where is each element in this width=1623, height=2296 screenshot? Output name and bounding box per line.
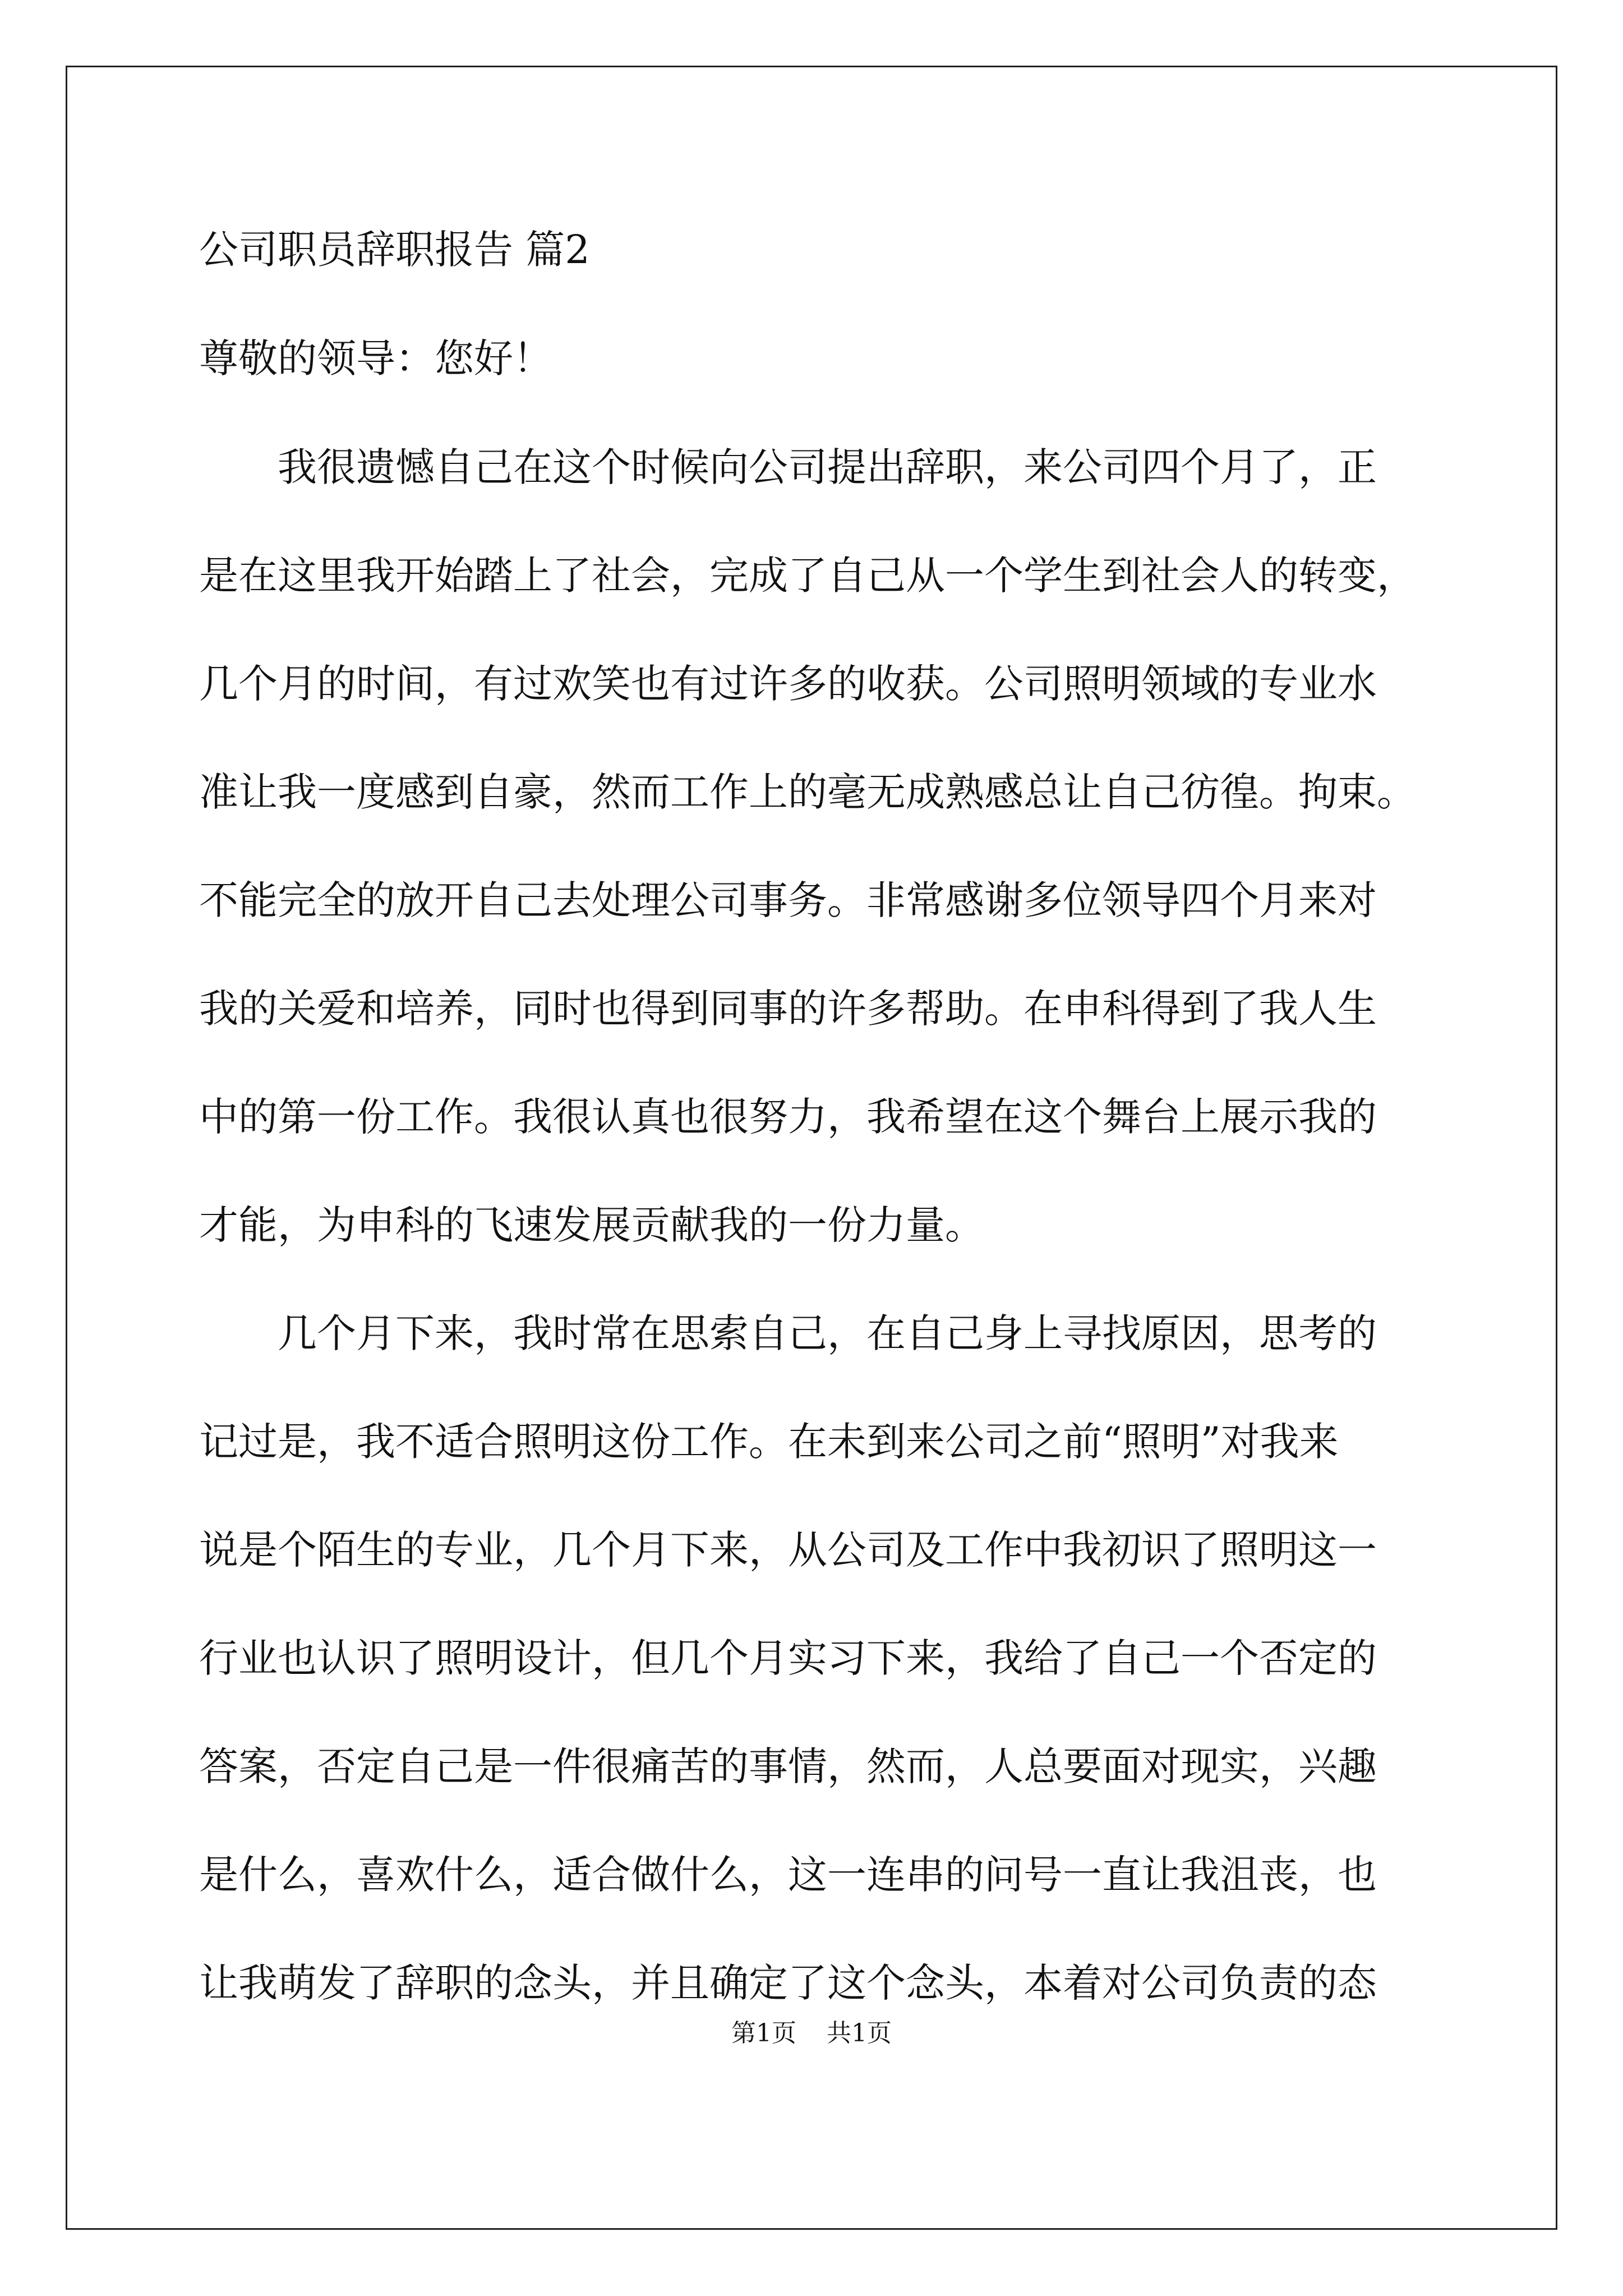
text-line: 几个月下来，我时常在思索自己，在自己身上寻找原因，思考的 [278,1310,1377,1356]
text-line: 才能，为申科的飞速发展贡献我的一份力量。 [199,1202,984,1248]
text-line: 我很遗憾自己在这个时候向公司提出辞职，来公司四个月了，正 [278,444,1377,490]
text-line: 准让我一度感到自豪，然而工作上的毫无成熟感总让自己彷徨。拘束。 [199,769,1416,815]
page-number: 第1页 [731,2019,796,2047]
text-line: 记过是，我不适合照明这份工作。在未到来公司之前“照明”对我来 [199,1419,1339,1465]
text-line: 几个月的时间，有过欢笑也有过许多的收获。公司照明领域的专业水 [199,661,1377,707]
text-line: 让我萌发了辞职的念头，并且确定了这个念头，本着对公司负责的态 [199,1960,1377,2006]
page-footer [0,2017,1623,2050]
text-line: 说是个陌生的专业，几个月下来，从公司及工作中我初识了照明这一 [199,1527,1377,1573]
text-line: 中的第一份工作。我很认真也很努力，我希望在这个舞台上展示我的 [199,1094,1377,1140]
salutation: 尊敬的领导：您好！ [199,335,552,381]
text-line: 是在这里我开始踏上了社会，完成了自己从一个学生到社会人的转变， [199,553,1416,599]
text-line: 行业也认识了照明设计，但几个月实习下来，我给了自己一个否定的 [199,1635,1377,1681]
text-line: 答案，否定自己是一件很痛苦的事情，然而，人总要面对现实，兴趣 [199,1743,1377,1789]
document-body [199,222,1489,2063]
page-total: 共1页 [827,2019,892,2047]
text-line: 我的关爱和培养，同时也得到同事的许多帮助。在申科得到了我人生 [199,986,1377,1032]
text-line: 不能完全的放开自己去处理公司事务。非常感谢多位领导四个月来对 [199,877,1377,923]
document-title: 公司职员辞职报告 篇2 [199,227,590,273]
text-line: 是什么，喜欢什么，适合做什么，这一连串的问号一直让我沮丧，也 [199,1852,1377,1898]
